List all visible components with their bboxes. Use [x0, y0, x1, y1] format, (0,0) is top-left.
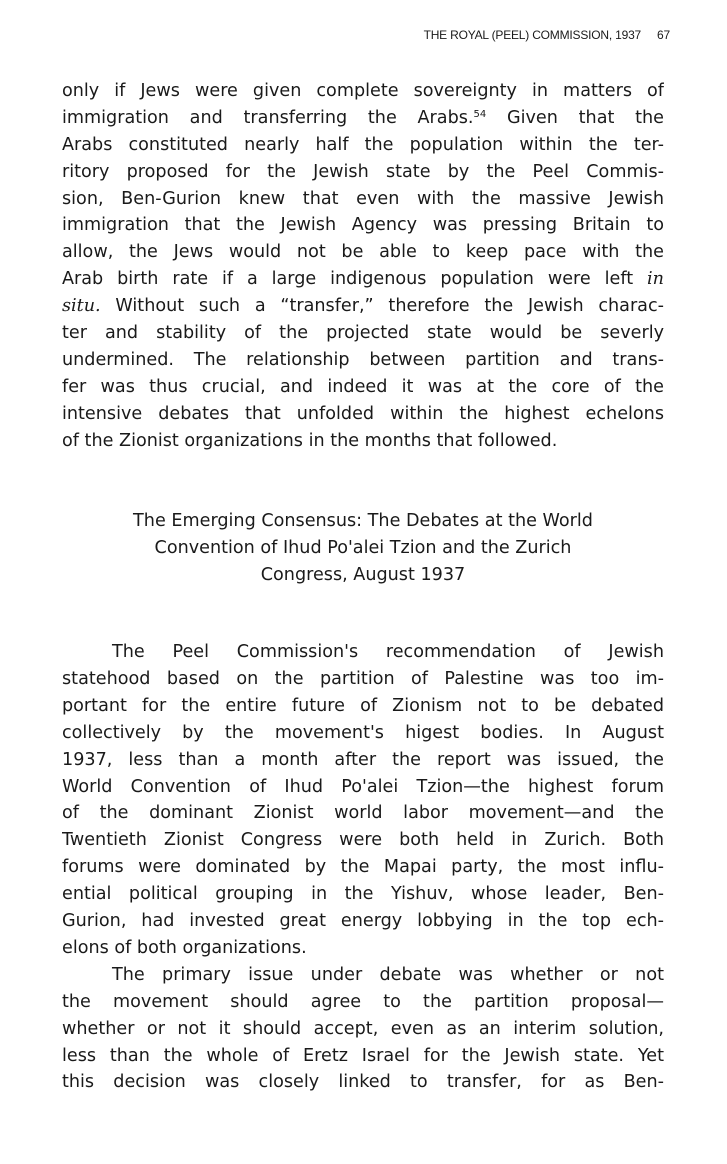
text-span: immigration and transferring the Arabs. — [62, 107, 474, 128]
text-line: of the Zionist organizations in the months that followed. — [62, 430, 558, 451]
text-line: Arabs constituted nearly half the population within the ter- — [62, 134, 664, 155]
running-head-title: THE ROYAL (PEEL) COMMISSION, 1937 — [423, 28, 642, 42]
text-line: this decision was closely linked to transfer, for as Ben- — [62, 1072, 664, 1093]
text-line: whether or not it should accept, even as an interim solution, — [62, 1018, 664, 1039]
text-span: Given that the — [486, 107, 664, 128]
text-span: Arab birth rate if a large indigenous population were left — [62, 269, 648, 290]
text-span: Without such a “transfer,” therefore the Jewish charac- — [100, 296, 664, 317]
text-line: 1937, less than a month after the report was issued, the — [62, 749, 664, 770]
section-heading — [62, 508, 664, 589]
running-head — [340, 28, 670, 42]
text-line: statehood based on the partition of Palestine was too im- — [62, 669, 664, 690]
text-line: World Convention of Ihud Po'alei Tzion—the highest forum — [62, 776, 664, 797]
page-number: 67 — [657, 28, 670, 42]
italic-text: situ. — [62, 296, 101, 317]
text-line: Gurion, had invested great energy lobbying in the top ech- — [62, 911, 664, 932]
text-line: collectively by the movement's higest bodies. In August — [62, 722, 664, 743]
text-line: only if Jews were given complete sovereignty in matters of — [62, 81, 664, 101]
paragraph — [62, 78, 664, 454]
text-line: ter and stability of the projected state would be severly — [62, 323, 664, 344]
text-line: fer was thus crucial, and indeed it was at the core of the — [62, 376, 664, 397]
paragraph — [62, 962, 664, 1096]
text-line: the movement should agree to the partition proposal— — [62, 991, 664, 1012]
text-line: of the dominant Zionist world labor movement—and the — [62, 803, 664, 824]
text-line — [62, 266, 664, 293]
text-line: intensive debates that unfolded within the highest echelons — [62, 403, 664, 424]
paragraph — [62, 639, 664, 962]
text-line: allow, the Jews would not be able to keep pace with the — [62, 242, 664, 263]
text-line: ential political grouping in the Yishuv, whose leader, Ben- — [62, 884, 664, 905]
text-line: ritory proposed for the Jewish state by the Peel Commis- — [62, 161, 664, 182]
text-line: forums were dominated by the Mapai party, the most influ- — [62, 857, 664, 878]
page-body — [62, 78, 664, 1096]
text-line: elons of both organizations. — [62, 937, 307, 958]
spacer — [62, 454, 664, 508]
text-line — [62, 105, 664, 132]
text-line: The primary issue under debate was whether or not — [112, 964, 664, 985]
text-line: less than the whole of Eretz Israel for the Jewish state. Yet — [62, 1045, 664, 1066]
text-line: sion, Ben-Gurion knew that even with the massive Jewish — [62, 188, 664, 209]
text-line: Twentieth Zionist Congress were both held in Zurich. Both — [62, 830, 664, 851]
heading-line: The Emerging Consensus: The Debates at the World — [133, 511, 593, 532]
spacer — [62, 589, 664, 639]
heading-line: Congress, August 1937 — [260, 565, 466, 586]
text-line: undermined. The relationship between partition and trans- — [62, 349, 664, 370]
footnote-reference[interactable]: 54 — [473, 108, 487, 120]
text-line: portant for the entire future of Zionism not to be debated — [62, 695, 664, 716]
italic-text: in — [647, 269, 664, 290]
text-line: The Peel Commission's recommendation of Jewish — [112, 642, 664, 663]
text-line: immigration that the Jewish Agency was pressing Britain to — [62, 215, 664, 236]
text-line — [62, 293, 664, 320]
heading-line: Convention of Ihud Po'alei Tzion and the Zurich — [154, 538, 572, 559]
